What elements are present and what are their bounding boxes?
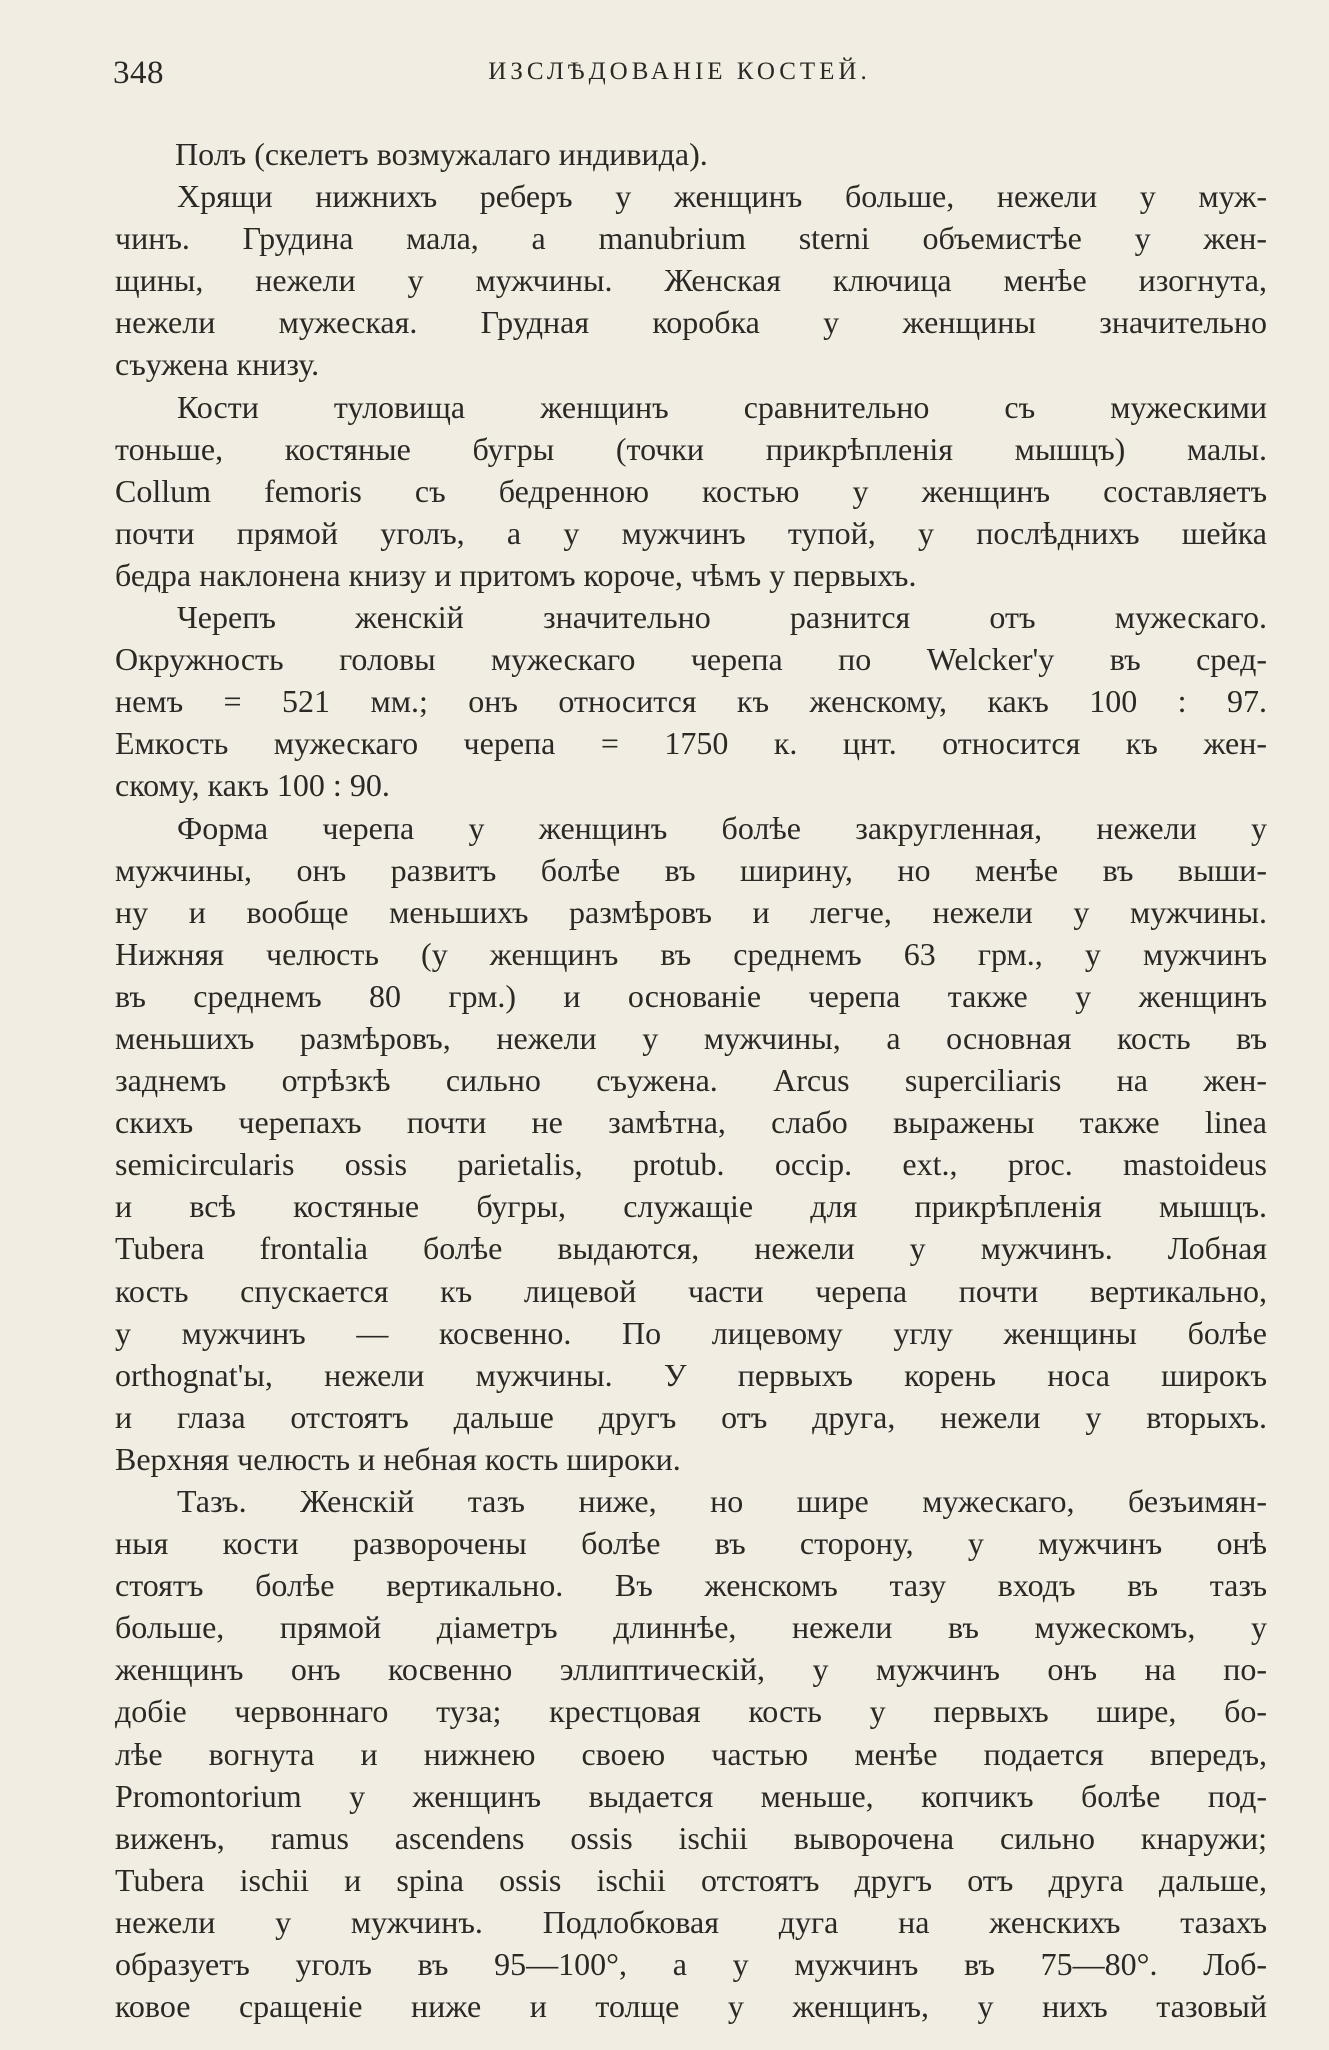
text-line: orthognat'ы, нежели мужчины. У первыхъ корень носа широкъ xyxy=(115,1356,1267,1393)
text-line: Collum femoris съ бедренною костью у женщинъ составляетъ xyxy=(115,472,1267,509)
text-line: у мужчинъ — косвенно. По лицевому углу женщины болѣе xyxy=(115,1314,1267,1351)
text-line: бедра наклонена книзу и притомъ короче, чѣмъ у первыхъ. xyxy=(115,556,917,593)
text-line: лѣе вогнута и нижнею своею частью менѣе подается впередъ, xyxy=(115,1735,1267,1772)
text-line: чинъ. Грудина мала, а manubrium sterni объемистѣе у жен- xyxy=(115,220,1267,257)
text-line: стоятъ болѣе вертикально. Въ женскомъ тазу входъ въ тазъ xyxy=(115,1567,1267,1604)
text-line: меньшихъ размѣровъ, нежели у мужчины, а основная кость въ xyxy=(115,1019,1267,1056)
text-line: нежели мужеская. Грудная коробка у женщины значительно xyxy=(115,304,1267,341)
text-line: больше, прямой діаметръ длиннѣе, нежели въ мужескомъ, у xyxy=(115,1609,1267,1646)
text-line: заднемъ отрѣзкѣ сильно съужена. Arcus superciliaris на жен- xyxy=(115,1062,1267,1099)
section-heading-line: Полъ (скелетъ возмужалаго индивида). xyxy=(175,136,708,172)
text-line: нежели у мужчинъ. Подлобковая дуга на женскихъ тазахъ xyxy=(115,1903,1267,1940)
text-line: кость спускается къ лицевой части черепа почти вертикально, xyxy=(115,1272,1267,1309)
text-line: скихъ черепахъ почти не замѣтна, слабо выражены также linea xyxy=(115,1104,1267,1141)
text-line: Тазъ. Женскій тазъ ниже, но шире мужескаго, безъимян- xyxy=(177,1483,1267,1519)
running-title: ИЗСЛѢДОВАНІЕ КОСТЕЙ. xyxy=(488,58,871,85)
text-line: Tubera frontalia болѣе выдаются, нежели у мужчинъ. Лобная xyxy=(115,1230,1267,1267)
text-line: съужена книзу. xyxy=(115,346,320,383)
text-line: Форма черепа у женщинъ болѣе закругленная, нежели у xyxy=(177,809,1267,846)
text-line: въ среднемъ 80 грм.) и основаніе черепа также у женщинъ xyxy=(115,977,1267,1014)
text-line: Емкость мужескаго черепа = 1750 к. цнт. относится къ жен- xyxy=(115,725,1267,762)
text-line: почти прямой уголъ, а у мужчинъ тупой, у послѣднихъ шейка xyxy=(115,514,1267,551)
page-number: 348 xyxy=(113,55,164,91)
text-line: Нижняя челюсть (у женщинъ въ среднемъ 63 грм., у мужчинъ xyxy=(115,935,1267,972)
text-line: скому, какъ 100 : 90. xyxy=(115,767,390,804)
text-line: ныя кости разворочены болѣе въ сторону, у мужчинъ онѣ xyxy=(115,1525,1267,1562)
text-line: Tubera ischii и spina ossis ischii отстоятъ другъ отъ друга дальше, xyxy=(115,1861,1267,1898)
text-line: и всѣ костяные бугры, служащіе для прикрѣпленія мышцъ. xyxy=(115,1188,1267,1225)
text-line: Кости туловища женщинъ сравнительно съ мужескими xyxy=(177,388,1267,425)
text-line: ковое сращеніе ниже и толще у женщинъ, у нихъ тазовый xyxy=(115,1988,1267,2025)
text-line: тоньше, костяные бугры (точки прикрѣпленія мышцъ) малы. xyxy=(115,430,1267,467)
text-line: женщинъ онъ косвенно эллиптическій, у мужчинъ онъ на по- xyxy=(115,1651,1267,1688)
text-line: Хрящи нижнихъ реберъ у женщинъ больше, нежели у муж- xyxy=(177,178,1267,215)
text-line: ну и вообще меньшихъ размѣровъ и легче, нежели у мужчины. xyxy=(115,893,1267,930)
text-line: semicircularis ossis parietalis, protub. occip. ext., proc. mastoideus xyxy=(115,1146,1267,1183)
text-line: образуетъ уголъ въ 95—100°, а у мужчинъ въ 75—80°. Лоб- xyxy=(115,1946,1267,1983)
text-line: Окружность головы мужескаго черепа по Welcker'у въ сред- xyxy=(115,641,1267,678)
text-line: добіе червоннаго туза; крестцовая кость у первыхъ шире, бо- xyxy=(115,1693,1267,1730)
text-line: Черепъ женскій значительно разнится отъ мужескаго. xyxy=(177,599,1267,636)
text-line: мужчины, онъ развитъ болѣе въ ширину, но менѣе въ выши- xyxy=(115,851,1267,888)
body-text xyxy=(115,133,1267,2027)
text-line: Верхняя челюсть и небная кость широки. xyxy=(115,1440,681,1477)
text-line: немъ = 521 мм.; онъ относится къ женскому, какъ 100 : 97. xyxy=(115,683,1267,720)
text-line: щины, нежели у мужчины. Женская ключица менѣе изогнута, xyxy=(115,262,1267,299)
text-line: виженъ, ramus ascendens ossis ischii выворочена сильно кнаружи; xyxy=(115,1819,1267,1856)
text-line: и глаза отстоятъ дальше другъ отъ друга, нежели у вторыхъ. xyxy=(115,1398,1267,1435)
text-line: Promontorium у женщинъ выдается меньше, копчикъ болѣе под- xyxy=(115,1777,1267,1814)
